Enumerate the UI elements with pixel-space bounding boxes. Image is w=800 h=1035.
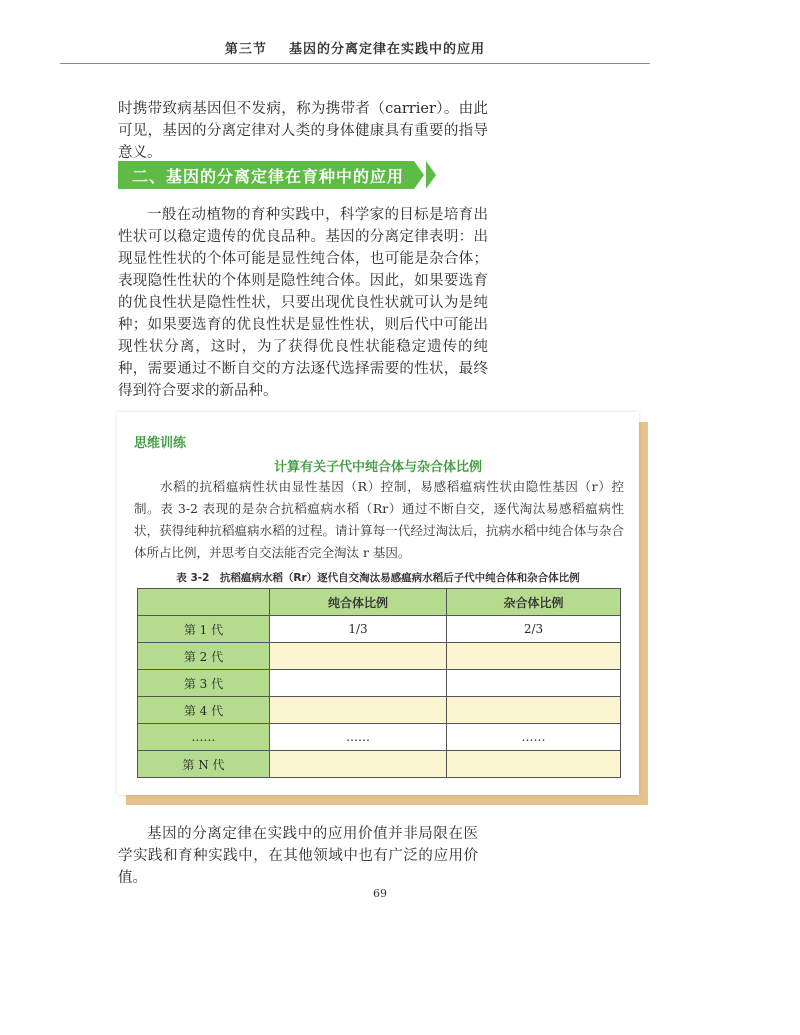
generation-cell: 第 4 代 xyxy=(138,697,270,724)
table-row xyxy=(138,670,621,697)
generation-cell: 第 N 代 xyxy=(138,751,270,778)
heterozygous-cell xyxy=(447,670,621,697)
paragraph-other-fields: 基因的分离定律在实践中的应用价值并非局限在医学实践和育种实践中，在其他领域中也有广泛的应用价值。 xyxy=(118,826,478,886)
homozygous-cell xyxy=(270,670,447,697)
heterozygous-cell xyxy=(447,751,621,778)
homozygous-cell: 1/3 xyxy=(270,616,447,643)
page-number: 69 xyxy=(373,887,387,900)
generation-cell: …… xyxy=(138,724,270,751)
table-header-row xyxy=(138,589,621,616)
thinking-box-label: 思维训练 xyxy=(134,436,187,451)
homozygous-cell xyxy=(270,751,447,778)
paragraph-breeding: 一般在动植物的育种实践中，科学家的目标是培育出性状可以稳定遗传的优良品种。基因的分离定律表明：出现显性性状的个体可能是显性纯合体，也可能是杂合体；表现隐性性状的个体则是隐性纯合体。因此，如果要选育的优良性状是隐性性状，只要出现优良性状就可认为是纯种；如果要选育的优良性状是显性性状，则后代中可能出现性状分离，这时，为了获得优良性状能稳定遗传的纯种，需要通过不断自交的方法逐代选择需要的性状，最终得到符合要求的新品种。 xyxy=(118,207,488,399)
thinking-box-title: 计算有关子代中纯合体与杂合体比例 xyxy=(273,460,482,475)
table-header-cell: 纯合体比例 xyxy=(270,589,447,616)
homozygous-cell xyxy=(270,697,447,724)
section-heading xyxy=(118,160,436,190)
header-title: 基因的分离定律在实践中的应用 xyxy=(289,42,486,57)
header-divider xyxy=(60,63,650,64)
chevron-right-icon xyxy=(426,161,436,189)
table-header-cell xyxy=(138,589,270,616)
table-row xyxy=(138,643,621,670)
header-section: 第三节 xyxy=(224,42,267,57)
heterozygous-cell xyxy=(447,697,621,724)
table-caption: 表 3-2 抗稻瘟病水稻（Rr）逐代自交淘汰易感瘟病水稻后子代中纯合体和杂合体比例 xyxy=(176,572,580,584)
table-row xyxy=(138,724,621,751)
table-header-cell: 杂合体比例 xyxy=(447,589,621,616)
section-heading-label: 二、基因的分离定律在育种中的应用 xyxy=(118,161,414,189)
homozygous-cell xyxy=(270,643,447,670)
table-row xyxy=(138,697,621,724)
heterozygous-cell: 2/3 xyxy=(447,616,621,643)
thinking-box-body: 水稻的抗稻瘟病性状由显性基因（R）控制，易感稻瘟病性状由隐性基因（r）控制。表 3-2 表现的是杂合抗稻瘟病水稻（Rr）通过不断自交，逐代淘汰易感稻瘟病性状，获得纯种抗稻瘟病水稻的过程。请计算每一代经过淘汰后，抗病水稻中纯合体与杂合体所占比例，并思考自交法能否完全淘汰 r 基因。 xyxy=(134,479,624,560)
paragraph-carrier: 时携带致病基因但不发病，称为携带者（carrier）。由此可见，基因的分离定律对人类的身体健康具有重要的指导意义。 xyxy=(118,101,488,161)
table-row xyxy=(138,751,621,778)
ratio-table xyxy=(137,588,621,778)
generation-cell: 第 2 代 xyxy=(138,643,270,670)
running-header xyxy=(60,38,650,60)
heterozygous-cell: …… xyxy=(447,724,621,751)
heterozygous-cell xyxy=(447,643,621,670)
table-row xyxy=(138,616,621,643)
chevron-right-icon xyxy=(414,161,424,189)
generation-cell: 第 3 代 xyxy=(138,670,270,697)
generation-cell: 第 1 代 xyxy=(138,616,270,643)
homozygous-cell: …… xyxy=(270,724,447,751)
